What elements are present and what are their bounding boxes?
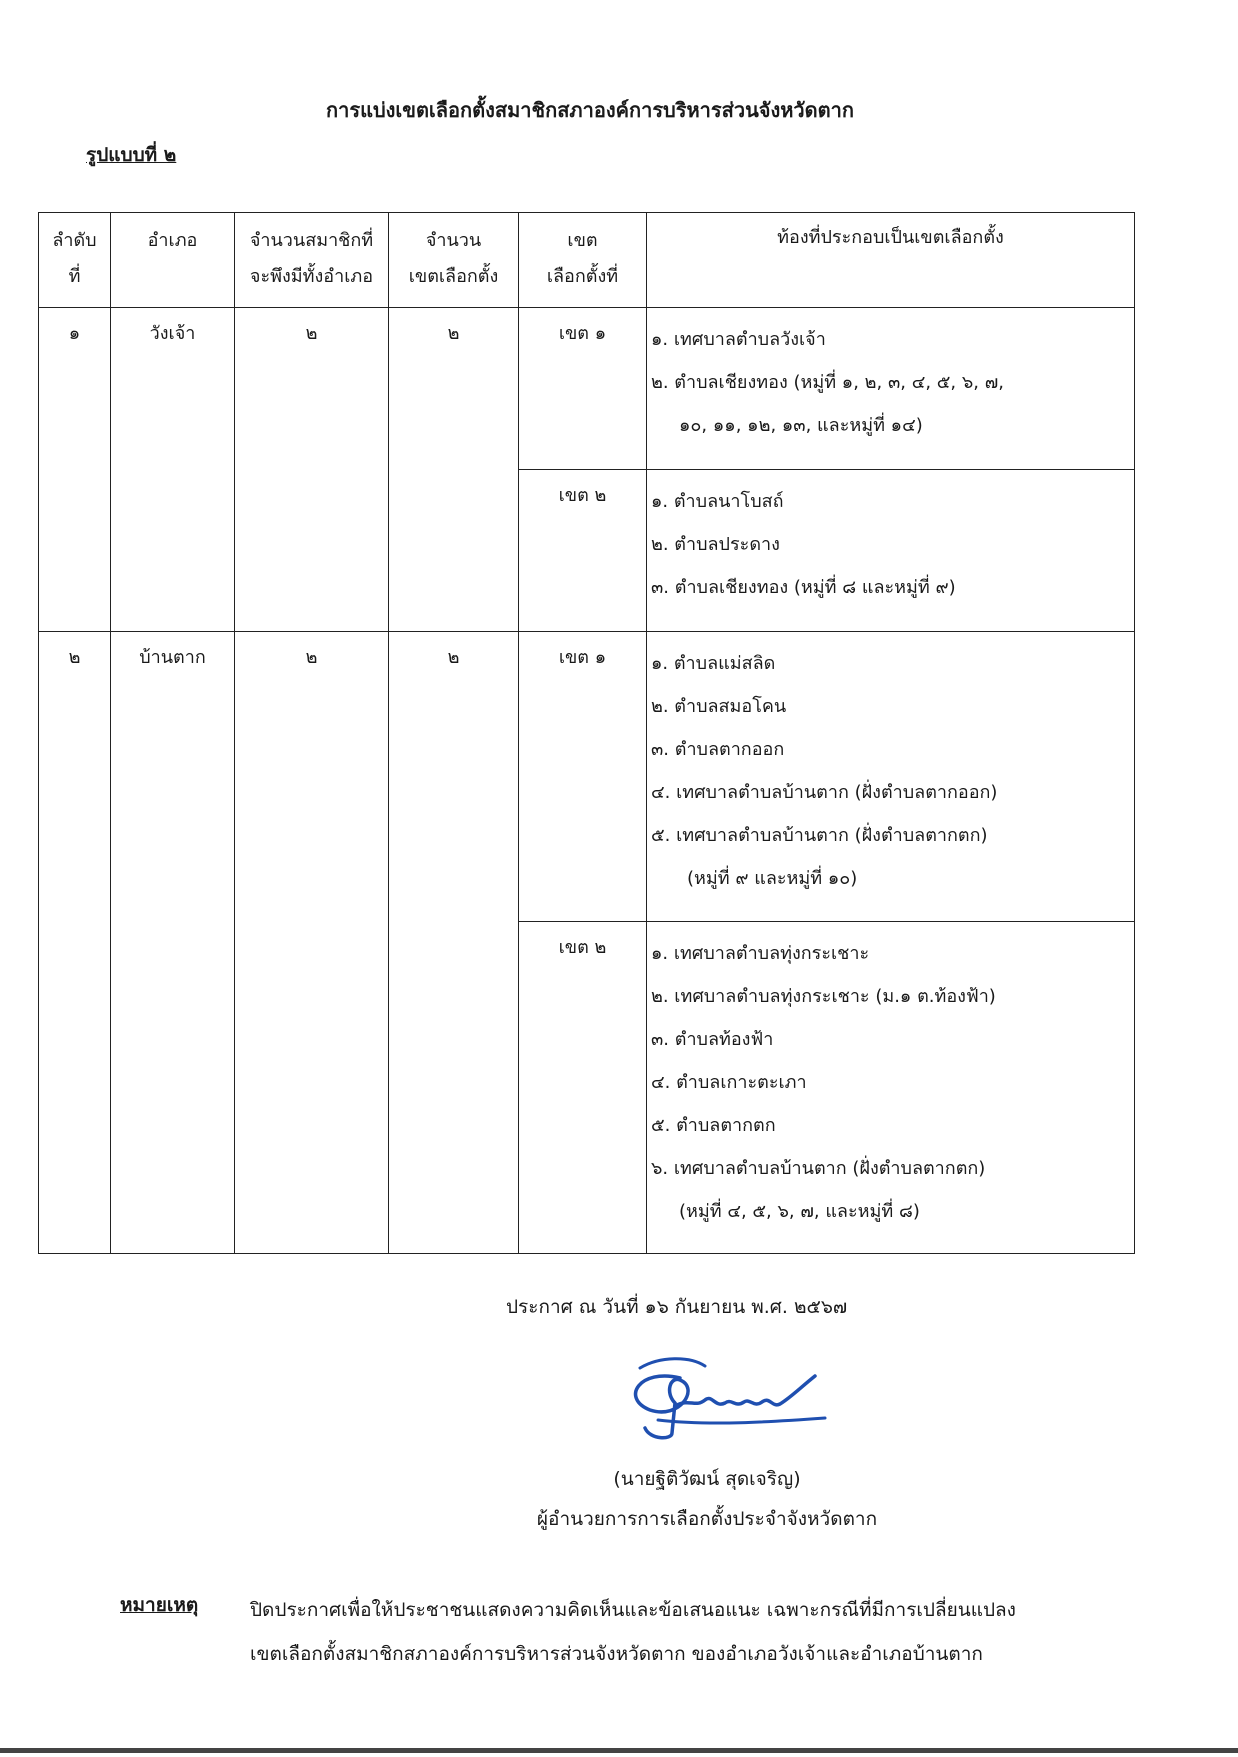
- area-line: ๕. ตำบลตากตก: [651, 1115, 776, 1136]
- area-line: ๖. เทศบาลตำบลบ้านตาก (ฝั่งตำบลตากตก): [651, 1158, 986, 1179]
- area-line: ๑. เทศบาลตำบลทุ่งกระเชาะ: [651, 943, 870, 964]
- header-zone-line2: เลือกตั้งที่: [546, 266, 619, 287]
- remark-line: เขตเลือกตั้งสมาชิกสภาองค์การบริหารส่วนจังหวัดตาก ของอำเภอวังเจ้าและอำเภอบ้านตาก: [250, 1643, 983, 1665]
- form-label: รูปแบบที่ ๒: [86, 144, 177, 166]
- cell-zones: ๒: [389, 308, 519, 632]
- cell-zone: เขต ๑: [519, 632, 647, 922]
- area-line: ๒. ตำบลประดาง: [651, 534, 780, 555]
- header-zone-line1: เขต: [567, 230, 598, 251]
- signer-name: (นายฐิติวัฒน์ สุดเจริญ): [613, 1468, 801, 1490]
- remark-line: ปิดประกาศเพื่อให้ประชาชนแสดงความคิดเห็นและข้อเสนอแนะ เฉพาะกรณีที่มีการเปลี่ยนแปลง: [250, 1599, 1016, 1621]
- area-line: ๕. เทศบาลตำบลบ้านตาก (ฝั่งตำบลตากตก): [651, 825, 988, 846]
- area-line: (หมู่ที่ ๔, ๕, ๖, ๗, และหมู่ที่ ๘): [679, 1201, 920, 1222]
- signer-position: ผู้อำนวยการการเลือกตั้งประจำจังหวัดตาก: [536, 1508, 878, 1530]
- area-line: ๒. ตำบลเชียงทอง (หมู่ที่ ๑, ๒, ๓, ๔, ๕, ๖, ๗,: [651, 372, 1004, 393]
- bottom-rule: [0, 1748, 1238, 1753]
- header-order-line1: ลำดับ: [52, 230, 97, 251]
- table-header-row: [39, 213, 1135, 308]
- cell-areas: [647, 632, 1135, 922]
- remark-label: หมายเหตุ: [120, 1594, 199, 1616]
- header-order: [39, 213, 111, 308]
- area-line: ๓. ตำบลเชียงทอง (หมู่ที่ ๘ และหมู่ที่ ๙): [651, 577, 956, 598]
- signature-image: [620, 1348, 850, 1452]
- area-line: ๒. ตำบลสมอโคน: [651, 696, 787, 717]
- header-members-line2: จะพึงมีทั้งอำเภอ: [249, 266, 374, 287]
- area-line: ๒. เทศบาลตำบลทุ่งกระเชาะ (ม.๑ ต.ท้องฟ้า): [651, 986, 996, 1007]
- cell-order: ๑: [39, 308, 111, 632]
- page-title: การแบ่งเขตเลือกตั้งสมาชิกสภาองค์การบริหารส่วนจังหวัดตาก: [326, 98, 854, 122]
- cell-zone: เขต ๑: [519, 308, 647, 470]
- cell-areas: [647, 470, 1135, 632]
- cell-zone: เขต ๒: [519, 470, 647, 632]
- remark-text: [250, 1588, 1130, 1676]
- header-order-line2: ที่: [68, 266, 81, 287]
- area-line: ๔. ตำบลเกาะตะเภา: [651, 1072, 807, 1093]
- cell-district: วังเจ้า: [111, 308, 235, 632]
- header-zone: [519, 213, 647, 308]
- header-areas: ท้องที่ประกอบเป็นเขตเลือกตั้ง: [647, 213, 1135, 308]
- announcement-date: ประกาศ ณ วันที่ ๑๖ กันยายน พ.ศ. ๒๕๖๗: [506, 1296, 848, 1318]
- area-line: (หมู่ที่ ๙ และหมู่ที่ ๑๐): [687, 868, 858, 889]
- cell-members: ๒: [235, 632, 389, 1254]
- area-line: ๑๐, ๑๑, ๑๒, ๑๓, และหมู่ที่ ๑๔): [679, 415, 923, 436]
- area-line: ๓. ตำบลตากออก: [651, 739, 785, 760]
- header-zones-line1: จำนวน: [425, 230, 482, 251]
- header-zones-line2: เขตเลือกตั้ง: [408, 266, 499, 287]
- cell-zone: เขต ๒: [519, 922, 647, 1254]
- cell-district: บ้านตาก: [111, 632, 235, 1254]
- area-line: ๑. ตำบลนาโบสถ์: [651, 491, 784, 512]
- cell-members: ๒: [235, 308, 389, 632]
- area-line: ๔. เทศบาลตำบลบ้านตาก (ฝั่งตำบลตากออก): [651, 782, 998, 803]
- area-line: ๓. ตำบลท้องฟ้า: [651, 1029, 774, 1050]
- districts-table: [38, 212, 1135, 1254]
- area-line: ๑. เทศบาลตำบลวังเจ้า: [651, 329, 826, 350]
- cell-zones: ๒: [389, 632, 519, 1254]
- cell-areas: [647, 308, 1135, 470]
- header-zones: [389, 213, 519, 308]
- area-line: ๑. ตำบลแม่สลิด: [651, 653, 776, 674]
- cell-areas: [647, 922, 1135, 1254]
- header-members-line1: จำนวนสมาชิกที่: [249, 230, 374, 251]
- header-members: [235, 213, 389, 308]
- table-row: [39, 632, 1135, 922]
- table-row: [39, 308, 1135, 470]
- cell-order: ๒: [39, 632, 111, 1254]
- header-district: อำเภอ: [111, 213, 235, 308]
